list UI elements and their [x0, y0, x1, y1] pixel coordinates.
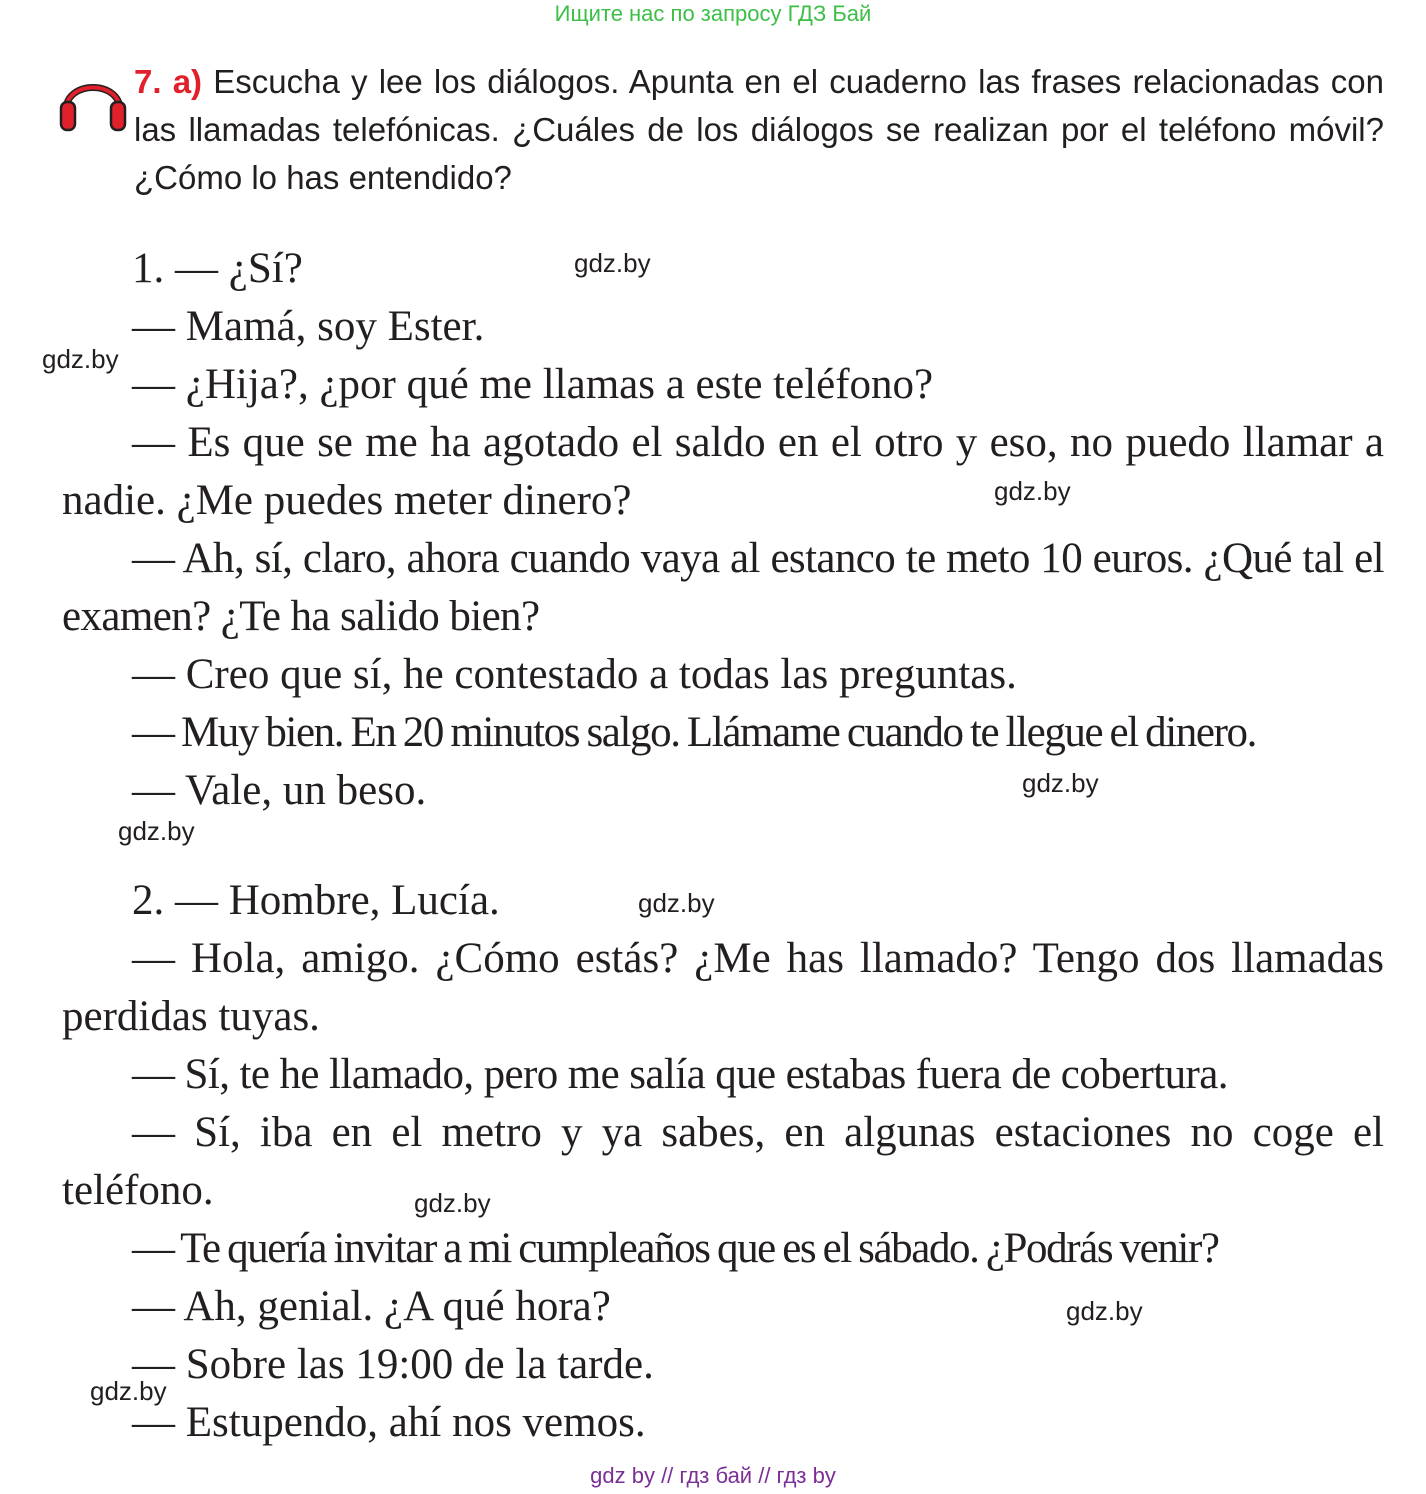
watermark: gdz.by — [42, 344, 119, 374]
dialogue-line: — Estupendo, ahí nos vemos. — [132, 1399, 646, 1446]
dialogue-line: — Sobre las 19:00 de la tarde. — [132, 1341, 654, 1388]
watermark: gdz.by — [574, 248, 651, 278]
headphones-icon — [58, 66, 128, 136]
watermark: gdz.by — [90, 1376, 167, 1406]
task-number: 7. a) — [134, 63, 203, 100]
task-instruction — [134, 58, 1384, 202]
watermark: gdz.by — [1066, 1296, 1143, 1326]
watermark: gdz.by — [1022, 768, 1099, 798]
watermark: gdz.by — [414, 1188, 491, 1218]
watermark: gdz.by — [118, 816, 195, 846]
dialogue-line: — Vale, un beso. — [132, 767, 427, 814]
top-banner: Ищите нас по запросу ГДЗ Бай — [554, 1, 872, 26]
dialogue-line: — Muy bien. En 20 minutos salgo. Llámame cuando te llegue el dinero. — [132, 709, 1256, 756]
dialogue-line: — Te quería invitar a mi cumpleaños que es el sábado. ¿Podrás venir? — [132, 1225, 1219, 1272]
footer: gdz by // гдз бай // гдз by — [590, 1463, 836, 1488]
watermark: gdz.by — [638, 888, 715, 918]
dialogue-line: — Sí, te he llamado, pero me salía que estabas fuera de cobertura. — [132, 1051, 1228, 1098]
watermark: gdz.by — [994, 476, 1071, 506]
dialogue-1 — [62, 240, 1384, 820]
dialogue-2 — [62, 872, 1384, 1452]
dialogue-line: 2. — Hombre, Lucía. — [132, 877, 500, 924]
dialogue-line: — Sí, iba en el metro y ya sabes, en algunas estaciones no coge el teléfono. — [62, 1109, 1384, 1214]
dialogue-line: 1. — ¿Sí? — [132, 245, 303, 292]
dialogue-line: — Creo que sí, he contestado a todas las preguntas. — [132, 651, 1017, 698]
dialogue-line: — Ah, genial. ¿A qué hora? — [132, 1283, 611, 1330]
dialogue-line: — Hola, amigo. ¿Cómo estás? ¿Me has llamado? Tengo dos llamadas perdidas tuyas. — [62, 935, 1384, 1040]
dialogue-line: — Ah, sí, claro, ahora cuando vaya al estanco te meto 10 euros. ¿Qué tal el examen? ¿Te ha salido bien? — [62, 535, 1384, 640]
dialogue-line: — Mamá, soy Ester. — [132, 303, 485, 350]
task-text: Escucha y lee los diálogos. Apunta en el cuaderno las frases relacionadas con las llamadas telefónicas. ¿Cuáles de los diálogos se realizan por el teléfono móvil? ¿Cómo lo has entendido? — [134, 63, 1384, 196]
dialogue-line: — ¿Hija?, ¿por qué me llamas a este teléfono? — [132, 361, 934, 408]
dialogue-line: — Es que se me ha agotado el saldo en el otro y eso, no puedo llamar a nadie. ¿Me puedes meter dinero? — [62, 419, 1384, 524]
